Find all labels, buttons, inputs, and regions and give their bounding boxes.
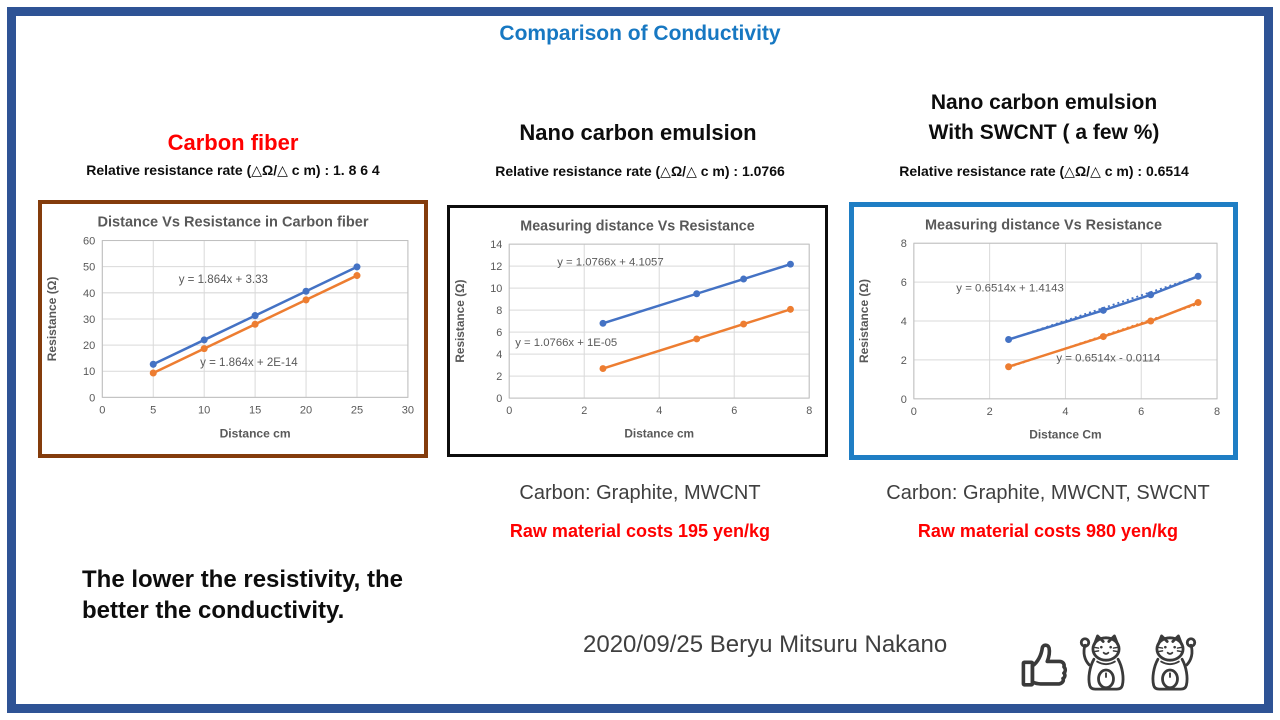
svg-text:10: 10	[198, 404, 211, 417]
svg-text:y = 1.864x + 3.33: y = 1.864x + 3.33	[178, 273, 268, 286]
svg-text:6: 6	[496, 327, 503, 340]
column-title-line1: Nano carbon emulsion	[930, 91, 1158, 114]
swcnt-chart-frame	[849, 202, 1238, 460]
svg-text:Distance Vs Resistance in Carb: Distance Vs Resistance in Carbon fiber	[97, 214, 369, 231]
svg-text:y = 1.0766x + 4.1057: y = 1.0766x + 4.1057	[557, 256, 664, 269]
svg-text:5: 5	[150, 404, 157, 417]
svg-text:2: 2	[496, 371, 503, 384]
svg-text:y = 1.0766x + 1E-05: y = 1.0766x + 1E-05	[515, 336, 618, 349]
svg-text:Measuring distance Vs Resistan: Measuring distance Vs Resistance	[925, 217, 1162, 234]
maneki-neko-cat-icon	[1078, 632, 1134, 694]
column-title-nano-carbon-emulsion-swcnt	[845, 88, 1243, 148]
svg-text:0: 0	[900, 393, 907, 406]
svg-text:4: 4	[900, 316, 907, 329]
svg-text:30: 30	[401, 404, 415, 417]
raw-material-cost-swcnt: Raw material costs 980 yen/kg	[917, 521, 1179, 541]
maneki-neko-cat-icon	[1142, 632, 1198, 694]
svg-text:8: 8	[496, 305, 503, 318]
svg-text:6: 6	[900, 277, 907, 290]
svg-text:8: 8	[806, 404, 813, 417]
carbon-composition-swcnt: Carbon: Graphite, MWCNT, SWCNT	[886, 482, 1210, 504]
svg-text:30: 30	[82, 313, 96, 326]
svg-text:15: 15	[248, 404, 262, 417]
svg-text:8: 8	[900, 238, 907, 251]
svg-text:2: 2	[986, 405, 993, 418]
svg-text:y = 0.6514x + 1.4143: y = 0.6514x + 1.4143	[956, 282, 1064, 295]
svg-text:25: 25	[350, 404, 364, 417]
relative-resistance-rate-nano-carbon: Relative resistance rate (△Ω/△ c m) : 1.0766	[495, 163, 785, 179]
svg-text:Distance Cm: Distance Cm	[1029, 427, 1102, 442]
svg-text:60: 60	[82, 235, 96, 248]
svg-text:40: 40	[82, 287, 96, 300]
relative-resistance-rate-swcnt: Relative resistance rate (△Ω/△ c m) : 0.6514	[899, 163, 1189, 179]
svg-text:0: 0	[99, 404, 106, 417]
date-author-credit: 2020/09/25 Beryu Mitsuru Nakano	[583, 631, 948, 658]
column-title-nano-carbon-emulsion: Nano carbon emulsion	[519, 120, 757, 145]
svg-text:4: 4	[496, 349, 503, 362]
svg-text:4: 4	[1062, 405, 1069, 418]
svg-text:8: 8	[1213, 405, 1221, 418]
carbon-fiber-chart	[42, 204, 424, 454]
swcnt-chart	[854, 207, 1233, 455]
svg-text:0: 0	[910, 405, 917, 418]
svg-text:Distance cm: Distance cm	[219, 426, 291, 441]
column-title-carbon-fiber: Carbon fiber	[167, 130, 299, 155]
nano-carbon-chart	[450, 208, 825, 454]
svg-text:2: 2	[900, 354, 907, 367]
carbon-fiber-chart-frame	[38, 200, 428, 458]
svg-text:0: 0	[496, 393, 503, 406]
svg-text:y = 1.864x + 2E-14: y = 1.864x + 2E-14	[200, 356, 298, 369]
svg-text:14: 14	[490, 239, 503, 252]
svg-text:20: 20	[82, 340, 96, 353]
conclusion-note-line1: The lower the resistivity, the	[82, 566, 403, 593]
svg-text:20: 20	[299, 404, 313, 417]
svg-text:10: 10	[490, 283, 503, 296]
svg-text:50: 50	[82, 261, 96, 274]
svg-text:Resistance (Ω): Resistance (Ω)	[45, 276, 60, 362]
svg-text:6: 6	[1138, 405, 1145, 418]
relative-resistance-rate-carbon-fiber: Relative resistance rate (△Ω/△ c m) : 1. 8 6 4	[86, 162, 380, 178]
svg-text:Measuring distance Vs Resistan: Measuring distance Vs Resistance	[520, 218, 755, 235]
svg-text:4: 4	[656, 404, 663, 417]
svg-text:10: 10	[82, 366, 96, 379]
carbon-composition-nano-carbon: Carbon: Graphite, MWCNT	[519, 482, 761, 504]
svg-text:Distance cm: Distance cm	[624, 426, 695, 441]
nano-carbon-chart-frame	[447, 205, 828, 457]
raw-material-cost-nano-carbon: Raw material costs 195 yen/kg	[509, 521, 771, 541]
conclusion-note	[82, 564, 482, 626]
svg-text:y = 0.6514x - 0.0114: y = 0.6514x - 0.0114	[1056, 352, 1161, 365]
svg-text:2: 2	[581, 404, 588, 417]
thumbs-up-icon	[1018, 638, 1072, 692]
svg-text:6: 6	[731, 404, 738, 417]
page-title: Comparison of Conductivity	[499, 22, 781, 45]
svg-text:12: 12	[490, 261, 503, 274]
svg-text:Resistance (Ω): Resistance (Ω)	[856, 279, 871, 364]
svg-text:0: 0	[89, 392, 96, 405]
column-title-line2: With SWCNT ( a few %)	[928, 121, 1160, 144]
svg-text:Resistance (Ω): Resistance (Ω)	[452, 279, 467, 363]
conclusion-note-line2: better the conductivity.	[82, 597, 345, 624]
svg-text:0: 0	[506, 404, 513, 417]
